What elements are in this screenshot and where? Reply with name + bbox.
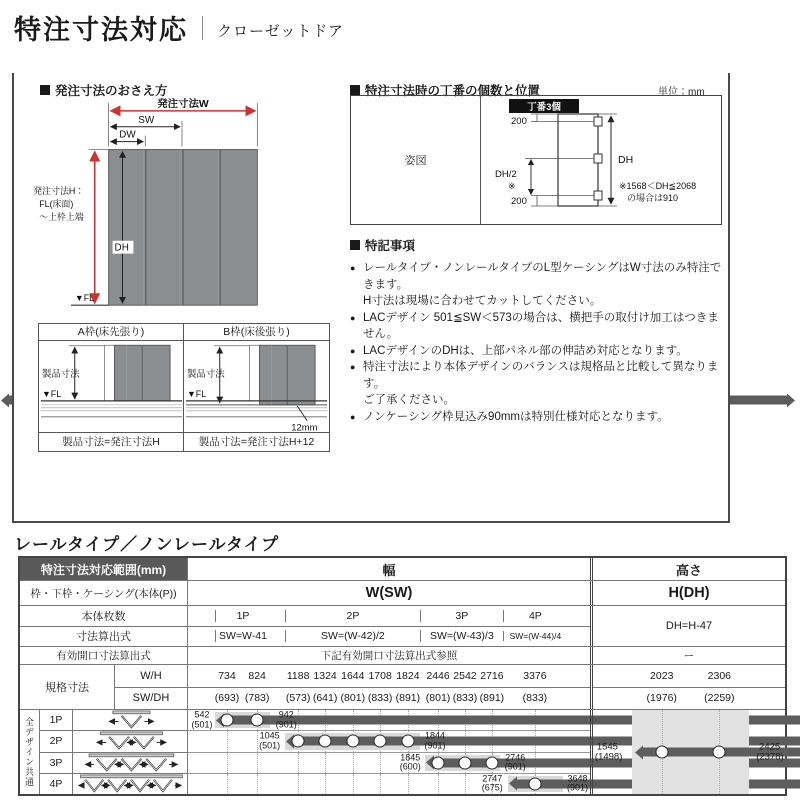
- upper-content-box: [12, 73, 730, 523]
- row-label-3p: 3P: [40, 753, 73, 773]
- order-width-label: 発注寸法W: [157, 98, 209, 110]
- w-sw-label: W(SW): [365, 585, 413, 601]
- note-item: ● ノンケーシング枠見込み90mmは特別仕様対応となります。: [350, 409, 728, 426]
- range-min-1p: 542 (501): [191, 709, 213, 730]
- order-height-label-2: FL(床面): [39, 199, 74, 210]
- fold-diagram-2p: [73, 731, 187, 751]
- hinge-box: [350, 95, 722, 225]
- range-min-4p: 2747 (675): [481, 773, 503, 793]
- sw-label: SW: [138, 114, 155, 126]
- panel-col-3p: 3P: [420, 610, 503, 622]
- frame-b-diagram: [184, 341, 329, 433]
- order-height-label-3: ～上枠上端: [39, 211, 84, 222]
- row-2p: [40, 730, 187, 751]
- range-header: 特注寸法対応範囲(mm): [20, 558, 188, 580]
- panel-col-2p: 2P: [285, 610, 420, 622]
- height-header: 高さ: [590, 558, 785, 580]
- hinge-middle: [594, 154, 602, 163]
- frame-a-fl-label: ▼FL: [41, 388, 62, 399]
- formula-4p: SW=(W-44)/4: [503, 631, 567, 641]
- height-range-bar: [634, 744, 745, 760]
- effective-row-label: 有効開口寸法算出式: [20, 647, 188, 664]
- range-bar-1p: [215, 712, 270, 728]
- order-dimension-diagram: [30, 95, 330, 328]
- formula-2p: SW=(W-42)/2: [285, 630, 420, 642]
- note-item: ● 特注寸法により本体デザインのバランスは規格品と比較して異なります。 ご了承ください。: [350, 359, 728, 409]
- dim-bottom-label: 200: [511, 196, 527, 207]
- height-range-chart: [593, 710, 785, 794]
- hinge-heading: 特注寸法時の丁番の個数と位置: [350, 81, 540, 99]
- notes-list: [350, 260, 728, 425]
- hinge-door-outline: [558, 114, 598, 206]
- formula-row-label: 寸法算出式: [20, 626, 187, 647]
- note-item: ● レールタイプ・ノンレールタイプのL型ケーシングはW寸法のみ特注できます。 H寸法は現場に合わせてカットしてください。: [350, 260, 728, 310]
- height-range-max: 2425 (2378): [756, 741, 784, 762]
- range-chart-3p: [188, 752, 590, 773]
- frame-b-gap-label: 12mm: [291, 421, 318, 433]
- dim-top-label: 200: [511, 116, 527, 127]
- frame-a-formula: 製品寸法=発注寸法H: [39, 433, 184, 451]
- frame-b-formula: 製品寸法=発注寸法H+12: [198, 436, 315, 448]
- dh-label: DH: [114, 242, 129, 254]
- frame-row-label: 枠・下枠・ケーシング(本体(P)): [20, 581, 188, 605]
- order-dim-heading: 発注寸法のおさえ方: [40, 81, 168, 99]
- range-min-2p: 1045 (501): [259, 730, 281, 751]
- range-chart-2p: [188, 730, 590, 751]
- range-chart-1p: [188, 710, 590, 730]
- fold-diagram-3p: [73, 753, 187, 773]
- h-swdh-values-row: (1976) (2259): [593, 687, 785, 710]
- standard-label: 規格寸法: [20, 665, 115, 709]
- dh-dim-label: DH: [618, 154, 634, 166]
- range-min-3p: 1845 (600): [399, 752, 421, 772]
- frame-a-diagram: [39, 341, 184, 433]
- row-label-4p: 4P: [40, 774, 73, 794]
- range-bar-4p: [508, 776, 563, 792]
- hinge-figure-label: 姿図: [351, 96, 481, 224]
- panel-col-1p: 1P: [215, 610, 270, 622]
- frame-type-table: [38, 323, 330, 452]
- swdh-label: SW/DH: [115, 687, 187, 710]
- range-max-1p: 942 (901): [275, 709, 297, 730]
- row-4p: [40, 773, 187, 794]
- dw-label: DW: [119, 129, 136, 141]
- dim-mid-mark: ※: [508, 181, 516, 191]
- hinge-note-1: ※1568＜DH≦2068: [619, 181, 697, 191]
- fl-label: ▼FL: [74, 293, 95, 304]
- row-3p: [40, 752, 187, 773]
- formula-3p: SW=(W-43)/3: [420, 630, 503, 642]
- dh-formula: DH=H-47: [590, 606, 785, 646]
- special-notes: [350, 236, 728, 425]
- note-item: ● LACデザインのDHは、上部パネル部の伸詰め対応となります。: [350, 343, 728, 360]
- common-label: 全デザイン共通: [20, 710, 40, 794]
- panel-col-4p: 4P: [503, 610, 567, 622]
- notes-heading: 特記事項: [350, 236, 728, 254]
- range-max-2p: 1844 (901): [424, 730, 446, 751]
- row-label-2p: 2P: [40, 731, 73, 751]
- rail-type-title: レールタイプ／ノンレールタイプ: [14, 535, 280, 554]
- frame-b-title: B枠(床後張り): [184, 324, 329, 341]
- frame-b-dim-label: 製品寸法: [186, 368, 225, 380]
- fold-diagram-1p: [73, 710, 187, 730]
- frame-a-dim-label: 製品寸法: [41, 368, 80, 380]
- section-marker-icon: [350, 85, 360, 95]
- effective-none: ー: [590, 647, 785, 664]
- note-item: ● LACデザイン 501≦SW＜573の場合は、横把手の取付け加工はつきません。: [350, 310, 728, 343]
- height-range-min: 1545 (1498): [594, 741, 623, 762]
- fold-diagram-4p: [73, 774, 187, 794]
- title-divider: [202, 16, 203, 40]
- h-dh-label: H(DH): [590, 581, 785, 605]
- order-height-label-1: 発注寸法H：: [33, 186, 85, 197]
- effective-value: 下記有効開口寸法算出式参照: [320, 650, 458, 662]
- swdh-values-row: (693) (783) (573) (641) (801) (833) (891) (801) (833) (891) (833): [188, 687, 590, 710]
- unit-label: 単位：mm: [658, 87, 705, 98]
- width-header: 幅: [382, 562, 396, 578]
- page-subtitle: クローゼットドア: [217, 23, 344, 40]
- range-max-4p: 3648 (901): [567, 773, 589, 793]
- formula-1p: SW=W-41: [215, 630, 270, 642]
- frame-b-fl-label: ▼FL: [186, 388, 207, 399]
- panels-row-label: 本体枚数: [81, 610, 126, 623]
- hinge-badge-label: 丁番3個: [527, 102, 561, 113]
- hinge-bottom: [594, 191, 602, 200]
- range-bar-2p: [285, 733, 420, 749]
- section-marker-icon: [350, 240, 360, 250]
- hinge-top: [594, 117, 602, 126]
- dim-mid-label: DH/2: [495, 169, 517, 180]
- h-wh-values-row: 2023 2306: [650, 669, 732, 682]
- range-chart-4p: [188, 773, 590, 794]
- page-title: 特注寸法対応: [14, 15, 188, 45]
- hinge-note-2: の場合は910: [627, 193, 679, 203]
- hinge-diagram: [481, 96, 721, 224]
- row-1p: [40, 710, 187, 730]
- page-header: [14, 8, 344, 47]
- spec-table: [18, 556, 787, 796]
- range-max-3p: 2746 (901): [504, 752, 526, 772]
- wh-label: W/H: [140, 669, 162, 682]
- wh-values-row: 734 824 1188 1324 1644 1708 1824 2446 2542 2716 3376: [218, 669, 547, 682]
- range-bar-3p: [425, 755, 500, 771]
- frame-a-title: A枠(床先張り): [39, 324, 184, 341]
- row-label-1p: 1P: [40, 710, 73, 730]
- section-marker-icon: [40, 85, 50, 95]
